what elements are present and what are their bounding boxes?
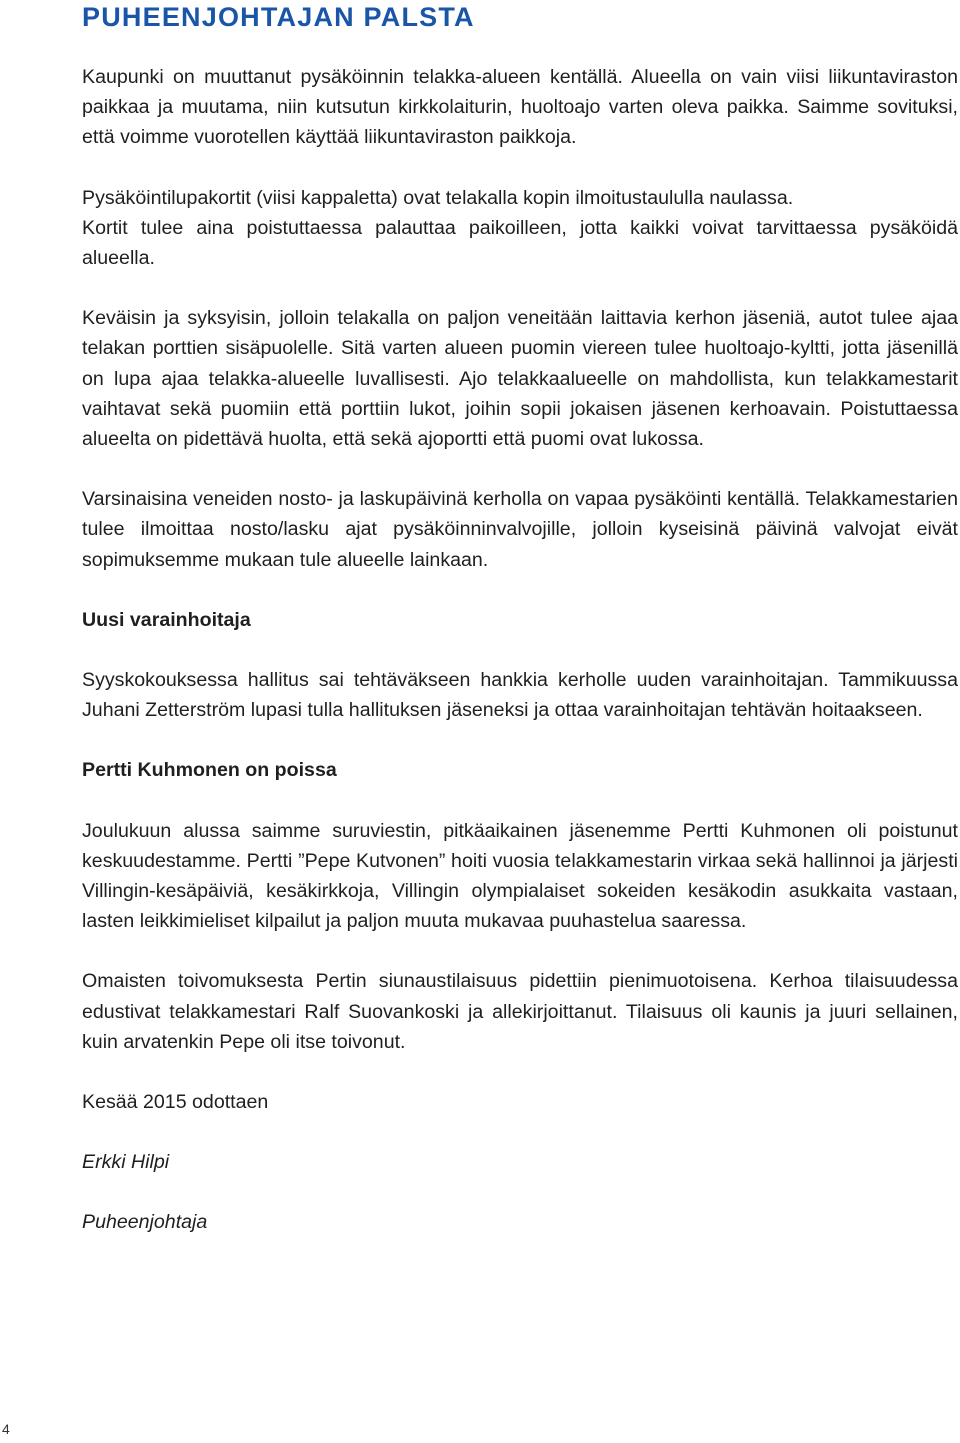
paragraph-parking-cards: Pysäköintilupakortit (viisi kappaletta) ovat telakalla kopin ilmoitustaululla naulassa. [82,186,794,209]
page-number: 4 [2,1421,10,1437]
paragraph-obituary: Joulukuun alussa saimme suruviestin, pitkäaikainen jäsenemme Pertti Kuhmonen oli poistunut keskuudestamme. Pertti ”Pepe Kutvonen” hoiti vuosia telakkamestarin virkaa sekä hallinnoi ja järjesti Villingin-kesäpäiviä, kesäkirkkoja, Villingin olympialaiset sokeiden kesäkodin asukkaita vastaan, lasten leikkimieliset kilpailut ja paljon muuta mukavaa puuhastelua saaressa. [82,819,958,933]
paragraph-new-treasurer: Syyskokouksessa hallitus sai tehtäväkseen hankkia kerholle uuden varainhoitajan. Tammikuussa Juhani Zetterström lupasi tulla hallituksen jäseneksi ja ottaa varainhoitajan tehtävän hoitaakseen. [82,669,958,722]
paragraph-parking-cards-return: Kortit tulee aina poistuttaessa palauttaa paikoilleen, jotta kaikki voivat tarvittaessa pysäköidä alueella. [82,216,958,270]
article-body [82,62,958,1268]
paragraph-funeral: Omaisten toivomuksesta Pertin siunaustilaisuus pidettiin pienimuotoisena. Kerhoa tilaisuudessa edustivat telakkamestari Ralf Suovankoski ja allekirjoittanut. Tilaisuus oli kaunis ja juuri sellainen, kuin arvatenkin Pepe oli itse toivonut. [82,970,958,1053]
heading-obituary: Pertti Kuhmonen on poissa [82,759,337,782]
heading-new-treasurer: Uusi varainhoitaja [82,608,251,631]
signature-name: Erkki Hilpi [82,1151,170,1174]
closing-greeting: Kesää 2015 odottaen [82,1091,269,1114]
page-title: PUHEENJOHTAJAN PALSTA [82,2,475,32]
paragraph-lift-days: Varsinaisina veneiden nosto- ja laskupäivinä kerholla on vapaa pysäköinti kentällä. Telakkamestarien tulee ilmoittaa nosto/lasku ajat pysäköinninvalvojille, jolloin kyseisinä päivinä valvojat eivät sopimuksemme mukaan tule alueelle lainkaan. [82,488,958,571]
paragraph-parking-change: Kaupunki on muuttanut pysäköinnin telakka-alueen kentällä. Alueella on vain viisi liikuntaviraston paikkaa ja muutama, niin kutsutun kirkkolaiturin, huoltoajo varten oleva paikka. Saimme sovituksi, että voimme vuorotellen käyttää liikuntaviraston paikkoja. [82,66,958,149]
signature-title: Puheenjohtaja [82,1211,208,1234]
paragraph-spring-autumn: Keväisin ja syksyisin, jolloin telakalla on paljon veneitään laittavia kerhon jäseniä, autot tulee ajaa telakan porttien sisäpuolelle. Sitä varten alueen puomin viereen tulee huoltoajo-kyltti, jotta jäsenillä on lupa ajaa telakka-alueelle luvallisesti. Ajo telakkaalueelle on mahdollista, kun telakkamestarit vaihtavat sekä puomiin että porttiin lukot, joihin sopii jokaisen jäsenen kerhoavain. Poistuttaessa alueelta on pidettävä huolta, että sekä ajoportti että puomi ovat lukossa. [82,307,958,451]
